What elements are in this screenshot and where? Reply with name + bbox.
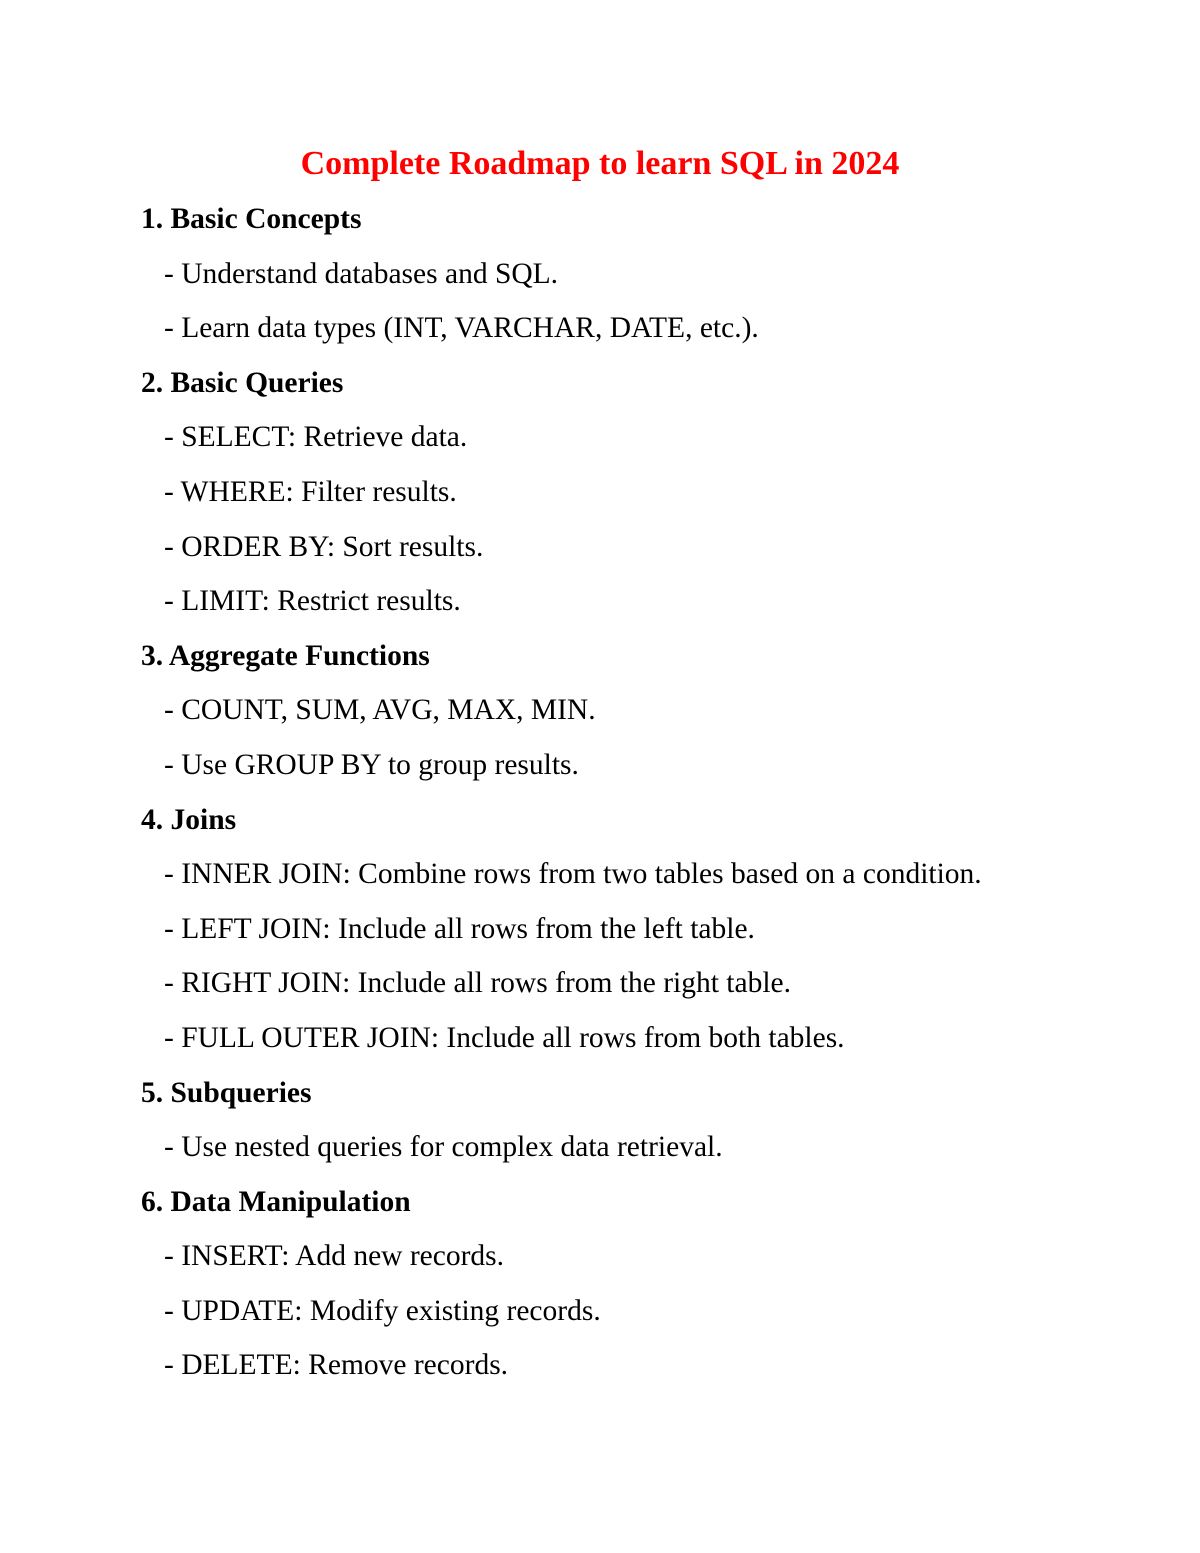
list-item: - Understand databases and SQL.	[164, 257, 559, 290]
section-joins	[141, 793, 1141, 1066]
list-item: - LIMIT: Restrict results.	[164, 585, 461, 618]
list-item: - COUNT, SUM, AVG, MAX, MIN.	[164, 694, 596, 727]
document-body	[141, 192, 1141, 1393]
list-item: - DELETE: Remove records.	[164, 1349, 509, 1382]
section-data-manipulation	[141, 1175, 1141, 1393]
section-heading: 5. Subqueries	[141, 1076, 312, 1109]
section-subqueries	[141, 1066, 1141, 1175]
section-aggregate-functions	[141, 629, 1141, 793]
list-item: - UPDATE: Modify existing records.	[164, 1294, 601, 1327]
list-item: - Use nested queries for complex data retrieval.	[164, 1131, 723, 1164]
list-item: - SELECT: Retrieve data.	[164, 421, 468, 454]
section-heading: 6. Data Manipulation	[141, 1185, 411, 1218]
list-item: - RIGHT JOIN: Include all rows from the right table.	[164, 967, 792, 1000]
list-item: - FULL OUTER JOIN: Include all rows from both tables.	[164, 1021, 845, 1054]
section-heading: 1. Basic Concepts	[141, 203, 362, 235]
document-title: Complete Roadmap to learn SQL in 2024	[300, 145, 900, 182]
section-heading: 4. Joins	[141, 803, 237, 836]
list-item: - Use GROUP BY to group results.	[164, 748, 579, 781]
section-heading: 2. Basic Queries	[141, 366, 344, 399]
section-basic-queries	[141, 356, 1141, 629]
list-item: - LEFT JOIN: Include all rows from the left table.	[164, 912, 755, 945]
list-item: - Learn data types (INT, VARCHAR, DATE, etc.).	[164, 312, 759, 345]
section-heading: 3. Aggregate Functions	[141, 639, 430, 672]
list-item: - INSERT: Add new records.	[164, 1240, 505, 1273]
list-item: - INNER JOIN: Combine rows from two tables based on a condition.	[164, 858, 982, 891]
list-item: - WHERE: Filter results.	[164, 475, 457, 508]
list-item: - ORDER BY: Sort results.	[164, 530, 484, 563]
section-basic-concepts	[141, 192, 1141, 356]
